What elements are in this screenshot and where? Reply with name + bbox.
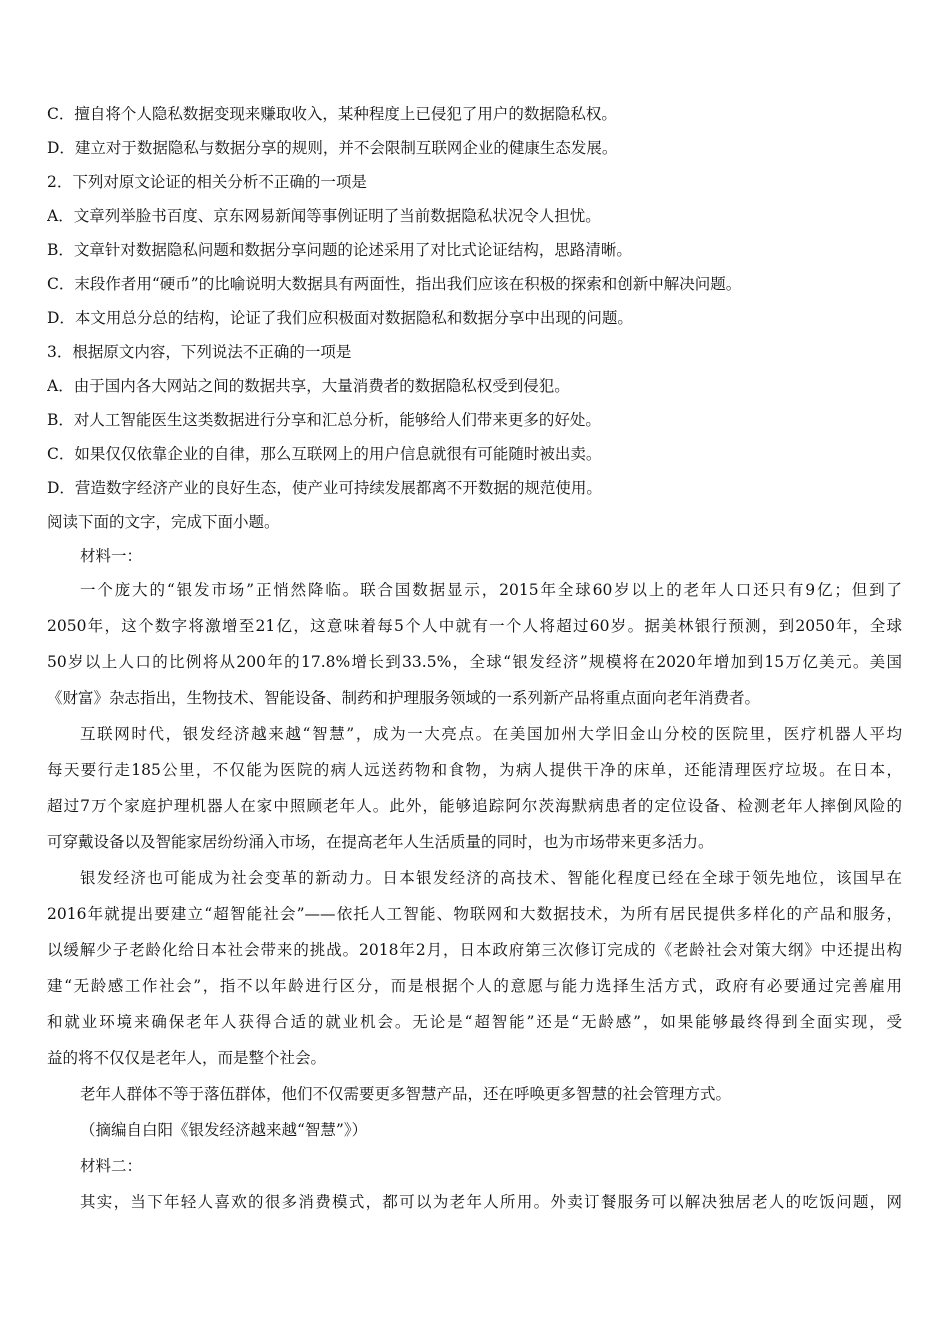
q2-option-b: B．文章针对数据隐私问题和数据分享问题的论述采用了对比式论证结构，思路清晰。	[47, 241, 632, 259]
p2-line: 可穿戴设备以及智能家居纷纷涌入市场，在提高老年人生活质量的同时，也为市场带来更多活力。	[47, 833, 714, 851]
p3-line: 以缓解少子老龄化给日本社会带来的挑战。2018年2月，日本政府第三次修订完成的《老龄社会对策大纲》中还提出构	[47, 941, 902, 959]
p3-line: 银发经济也可能成为社会变革的新动力。日本银发经济的高技术、智能化程度已经在全球于领先地位，该国早在	[80, 869, 902, 887]
q2-option-d: D．本文用总分总的结构，论证了我们应积极面对数据隐私和数据分享中出现的问题。	[47, 309, 633, 327]
q1-option-d: D．建立对于数据隐私与数据分享的规则，并不会限制互联网企业的健康生态发展。	[47, 139, 618, 157]
p2-line: 超过7万个家庭护理机器人在家中照顾老年人。此外，能够追踪阿尔茨海默病患者的定位设备、检测老年人摔倒风险的	[47, 797, 902, 815]
p3-line: 2016年就提出要建立“超智能社会”——依托人工智能、物联网和大数据技术，为所有居民提供多样化的产品和服务，	[47, 905, 902, 923]
p3-line: 和就业环境来确保老年人获得合适的就业机会。无论是“超智能”还是“无龄感”，如果能够最终得到全面实现，受	[47, 1013, 902, 1031]
p3-line: 建“无龄感工作社会”，指不以年龄进行区分，而是根据个人的意愿与能力选择生活方式，政府有必要通过完善雇用	[47, 977, 902, 995]
q3-option-c: C．如果仅仅依靠企业的自律，那么互联网上的用户信息就很有可能随时被出卖。	[47, 445, 602, 463]
source-citation: （摘编自白阳《银发经济越来越“智慧”》）	[80, 1121, 368, 1139]
reading-instruction: 阅读下面的文字，完成下面小题。	[47, 513, 280, 531]
p1-line: 一个庞大的“银发市场”正悄然降临。联合国数据显示，2015年全球60岁以上的老年人口还只有9亿；但到了	[80, 581, 902, 599]
p1-line: 50岁以上人口的比例将从200年的17.8%增长到33.5%，全球“银发经济”规模将在2020年增加到15万亿美元。美国	[47, 653, 902, 671]
q2-option-c: C．末段作者用“硬币”的比喻说明大数据具有两面性，指出我们应该在积极的探索和创新中解决问题。	[47, 275, 742, 293]
p1-line: 2050年，这个数字将激增至21亿，这意味着每5个人中就有一个人将超过60岁。据美林银行预测，到2050年，全球	[47, 617, 902, 635]
q2-option-a: A．文章列举脸书百度、京东网易新闻等事例证明了当前数据隐私状况令人担忧。	[47, 207, 601, 225]
q2-stem: 2．下列对原文论证的相关分析不正确的一项是	[47, 173, 367, 191]
q3-stem: 3．根据原文内容，下列说法不正确的一项是	[47, 343, 352, 361]
p1-line: 《财富》杂志指出，生物技术、智能设备、制药和护理服务领域的一系列新产品将重点面向老年消费者。	[47, 689, 761, 707]
q3-option-d: D．营造数字经济产业的良好生态，使产业可持续发展都离不开数据的规范使用。	[47, 479, 602, 497]
q3-option-a: A．由于国内各大网站之间的数据共享，大量消费者的数据隐私权受到侵犯。	[47, 377, 570, 395]
q3-option-b: B．对人工智能医生这类数据进行分享和汇总分析，能够给人们带来更多的好处。	[47, 411, 601, 429]
p4-line: 老年人群体不等于落伍群体，他们不仅需要更多智慧产品，还在呼唤更多智慧的社会管理方式。	[80, 1085, 732, 1103]
p2-line: 互联网时代，银发经济越来越“智慧”，成为一大亮点。在美国加州大学旧金山分校的医院里，医疗机器人平均	[80, 725, 902, 743]
p5-line: 其实，当下年轻人喜欢的很多消费模式，都可以为老年人所用。外卖订餐服务可以解决独居老人的吃饭问题，网	[80, 1193, 902, 1211]
p3-line: 益的将不仅仅是老年人，而是整个社会。	[47, 1049, 327, 1067]
p2-line: 每天要行走185公里，不仅能为医院的病人远送药物和食物，为病人提供干净的床单，还能清理医疗垃圾。在日本，	[47, 761, 902, 779]
material2-label: 材料二：	[80, 1157, 143, 1175]
material1-label: 材料一：	[80, 547, 143, 565]
q1-option-c: C．擅自将个人隐私数据变现来赚取收入，某种程度上已侵犯了用户的数据隐私权。	[47, 105, 617, 123]
